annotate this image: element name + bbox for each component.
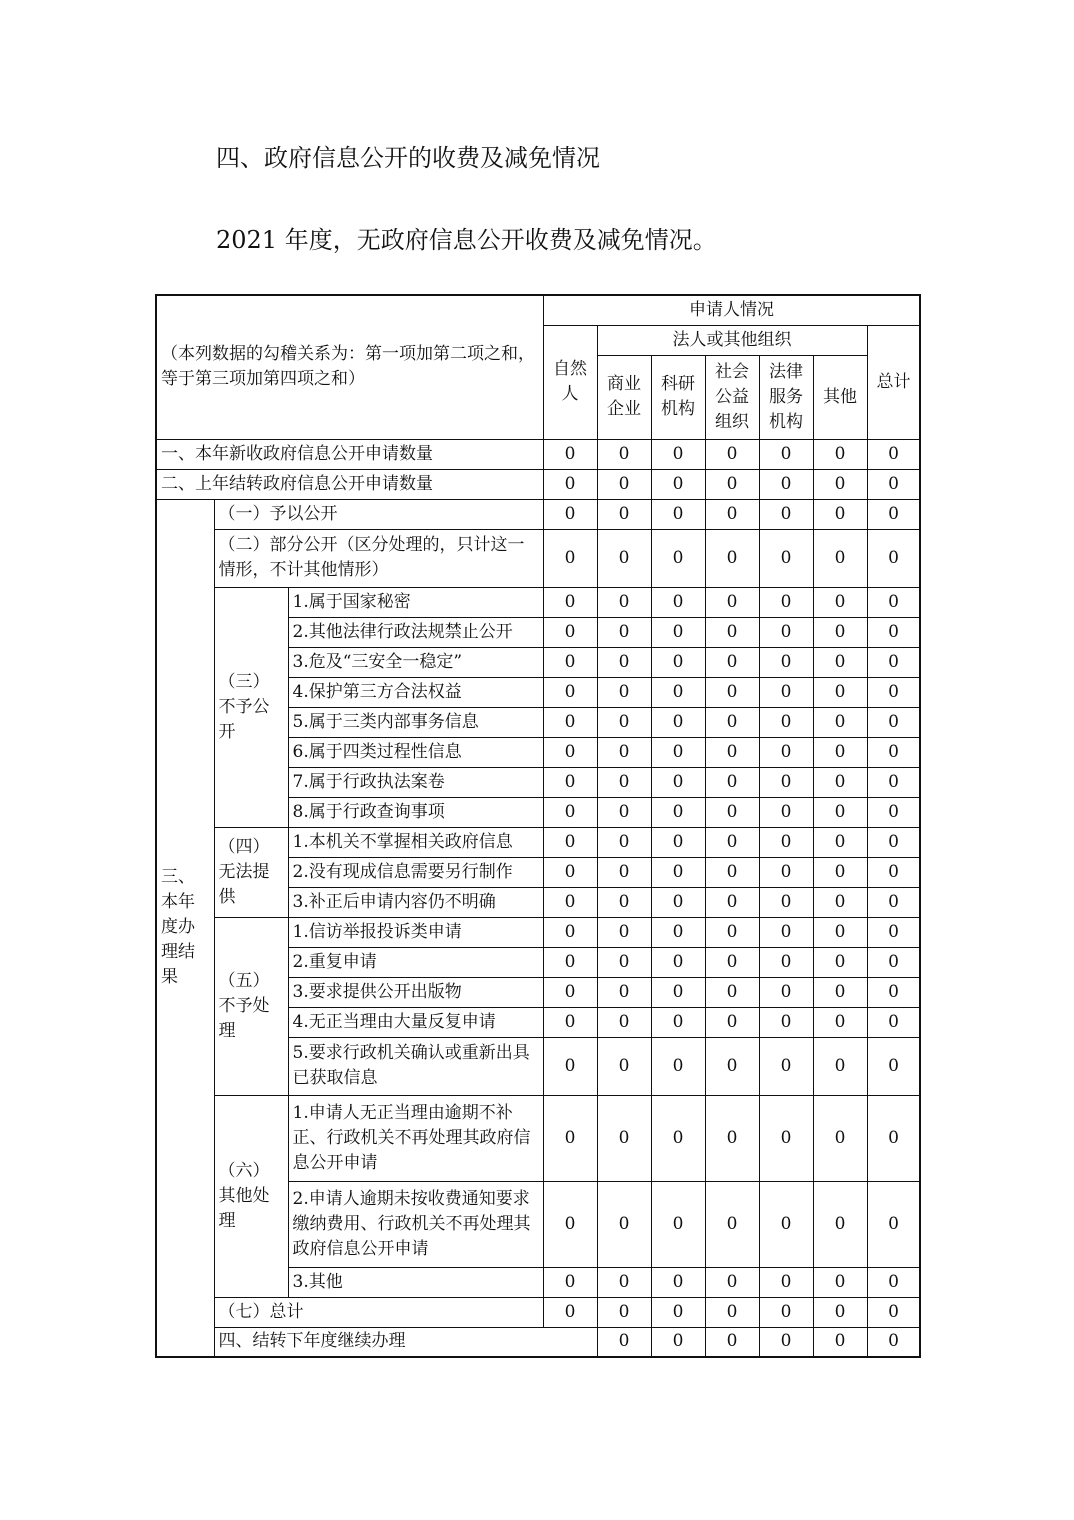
value-cell: 0 <box>813 1095 867 1181</box>
value-cell: 0 <box>597 737 651 767</box>
value-cell: 0 <box>705 677 759 707</box>
value-cell: 0 <box>597 707 651 737</box>
table-row <box>156 1327 920 1357</box>
value-cell: 0 <box>597 617 651 647</box>
value-cell: 0 <box>867 1297 920 1327</box>
value-cell: 0 <box>543 827 597 857</box>
value-cell: 0 <box>543 439 597 469</box>
value-cell: 0 <box>705 439 759 469</box>
col-legal-service: 法律服务机构 <box>759 355 813 439</box>
row-label-item: 4.无正当理由大量反复申请 <box>288 1007 543 1037</box>
value-cell: 0 <box>543 917 597 947</box>
value-cell: 0 <box>867 1095 920 1181</box>
value-cell: 0 <box>705 767 759 797</box>
value-cell: 0 <box>543 587 597 617</box>
value-cell: 0 <box>705 1095 759 1181</box>
value-cell: 0 <box>543 1095 597 1181</box>
col-research: 科研机构 <box>651 355 705 439</box>
row-label-new-applications: 一、本年新收政府信息公开申请数量 <box>156 439 543 469</box>
value-cell: 0 <box>813 887 867 917</box>
value-cell: 0 <box>813 947 867 977</box>
value-cell: 0 <box>759 707 813 737</box>
application-statistics-table <box>155 294 921 1358</box>
row-label-partial-disclosure: （二）部分公开（区分处理的，只计这一情形，不计其他情形） <box>214 529 543 587</box>
value-cell: 0 <box>597 917 651 947</box>
value-cell: 0 <box>759 439 813 469</box>
value-cell: 0 <box>813 737 867 767</box>
section-label-results: 三、本年度办理结果 <box>156 499 214 1357</box>
value-cell: 0 <box>813 1267 867 1297</box>
value-cell: 0 <box>651 827 705 857</box>
value-cell: 0 <box>651 1297 705 1327</box>
value-cell: 0 <box>597 977 651 1007</box>
value-cell: 0 <box>813 499 867 529</box>
value-cell: 0 <box>597 827 651 857</box>
row-label-item: 3.其他 <box>288 1267 543 1297</box>
value-cell: 0 <box>759 1181 813 1267</box>
row-label-item: 4.保护第三方合法权益 <box>288 677 543 707</box>
value-cell: 0 <box>705 917 759 947</box>
table-row <box>156 587 920 617</box>
value-cell: 0 <box>705 469 759 499</box>
row-label-item: 1.申请人无正当理由逾期不补正、行政机关不再处理其政府信息公开申请 <box>288 1095 543 1181</box>
value-cell: 0 <box>597 797 651 827</box>
value-cell: 0 <box>705 857 759 887</box>
value-cell: 0 <box>813 767 867 797</box>
value-cell: 0 <box>759 1095 813 1181</box>
value-cell: 0 <box>597 499 651 529</box>
value-cell: 0 <box>759 887 813 917</box>
value-cell: 0 <box>759 1267 813 1297</box>
value-cell: 0 <box>867 797 920 827</box>
value-cell: 0 <box>543 887 597 917</box>
value-cell: 0 <box>813 977 867 1007</box>
value-cell: 0 <box>759 767 813 797</box>
value-cell: 0 <box>813 1327 867 1357</box>
value-cell: 0 <box>867 827 920 857</box>
value-cell: 0 <box>867 647 920 677</box>
value-cell: 0 <box>759 1327 813 1357</box>
value-cell: 0 <box>759 797 813 827</box>
value-cell: 0 <box>705 529 759 587</box>
value-cell: 0 <box>813 917 867 947</box>
value-cell: 0 <box>597 529 651 587</box>
value-cell: 0 <box>543 737 597 767</box>
value-cell: 0 <box>867 917 920 947</box>
value-cell: 0 <box>651 1327 705 1357</box>
value-cell: 0 <box>597 947 651 977</box>
value-cell: 0 <box>543 647 597 677</box>
value-cell: 0 <box>705 499 759 529</box>
row-label-item: 1.信访举报投诉类申请 <box>288 917 543 947</box>
row-label-item: 5.属于三类内部事务信息 <box>288 707 543 737</box>
row-label-subtotal: （七）总计 <box>214 1297 543 1327</box>
value-cell: 0 <box>651 587 705 617</box>
row-label-item: 6.属于四类过程性信息 <box>288 737 543 767</box>
row-label-item: 2.重复申请 <box>288 947 543 977</box>
value-cell: 0 <box>597 587 651 617</box>
table-row <box>156 439 920 469</box>
table-row <box>156 1095 920 1181</box>
col-natural-person: 自然人 <box>543 325 597 439</box>
value-cell: 0 <box>759 587 813 617</box>
value-cell: 0 <box>597 1297 651 1327</box>
value-cell: 0 <box>543 707 597 737</box>
value-cell: 0 <box>705 737 759 767</box>
value-cell: 0 <box>813 797 867 827</box>
row-label-item: 2.其他法律行政法规禁止公开 <box>288 617 543 647</box>
value-cell: 0 <box>867 469 920 499</box>
value-cell: 0 <box>651 1095 705 1181</box>
row-label-item: 2.申请人逾期未按收费通知要求缴纳费用、行政机关不再处理其政府信息公开申请 <box>288 1181 543 1267</box>
value-cell: 0 <box>813 707 867 737</box>
fee-statement: 2021 年度，无政府信息公开收费及减免情况。 <box>216 226 717 254</box>
value-cell: 0 <box>867 767 920 797</box>
value-cell: 0 <box>651 677 705 707</box>
value-cell: 0 <box>597 1037 651 1095</box>
value-cell: 0 <box>651 917 705 947</box>
row-label-item: 5.要求行政机关确认或重新出具已获取信息 <box>288 1037 543 1095</box>
value-cell: 0 <box>543 767 597 797</box>
value-cell: 0 <box>867 617 920 647</box>
table-row <box>156 1297 920 1327</box>
value-cell: 0 <box>543 677 597 707</box>
value-cell: 0 <box>813 1007 867 1037</box>
value-cell: 0 <box>597 1095 651 1181</box>
row-label-disclosed: （一）予以公开 <box>214 499 543 529</box>
value-cell: 0 <box>813 469 867 499</box>
value-cell: 0 <box>867 737 920 767</box>
value-cell: 0 <box>867 499 920 529</box>
value-cell: 0 <box>651 1181 705 1267</box>
value-cell: 0 <box>543 1007 597 1037</box>
value-cell: 0 <box>867 977 920 1007</box>
value-cell: 0 <box>759 499 813 529</box>
value-cell: 0 <box>597 647 651 677</box>
applicant-header: 申请人情况 <box>543 295 920 325</box>
row-label-item: 1.本机关不掌握相关政府信息 <box>288 827 543 857</box>
value-cell: 0 <box>705 587 759 617</box>
value-cell: 0 <box>705 977 759 1007</box>
value-cell: 0 <box>759 917 813 947</box>
value-cell: 0 <box>759 617 813 647</box>
value-cell: 0 <box>813 677 867 707</box>
value-cell: 0 <box>759 529 813 587</box>
value-cell: 0 <box>705 617 759 647</box>
value-cell: 0 <box>705 1297 759 1327</box>
value-cell: 0 <box>543 529 597 587</box>
value-cell: 0 <box>651 1267 705 1297</box>
value-cell: 0 <box>651 647 705 677</box>
value-cell: 0 <box>813 857 867 887</box>
value-cell: 0 <box>543 857 597 887</box>
group-label-unable-to-provide: （四）无法提供 <box>214 827 288 917</box>
value-cell: 0 <box>651 439 705 469</box>
value-cell: 0 <box>597 1267 651 1297</box>
col-total: 总计 <box>867 325 920 439</box>
value-cell: 0 <box>813 587 867 617</box>
value-cell: 0 <box>543 977 597 1007</box>
value-cell: 0 <box>651 499 705 529</box>
value-cell: 0 <box>867 707 920 737</box>
table-row <box>156 827 920 857</box>
value-cell: 0 <box>651 529 705 587</box>
value-cell: 0 <box>705 707 759 737</box>
value-cell: 0 <box>813 1037 867 1095</box>
value-cell: 0 <box>543 1181 597 1267</box>
row-label-item: 3.要求提供公开出版物 <box>288 977 543 1007</box>
value-cell: 0 <box>597 469 651 499</box>
value-cell: 0 <box>651 707 705 737</box>
value-cell: 0 <box>759 1007 813 1037</box>
value-cell: 0 <box>867 1267 920 1297</box>
value-cell: 0 <box>867 1007 920 1037</box>
value-cell: 0 <box>759 947 813 977</box>
value-cell: 0 <box>759 1297 813 1327</box>
value-cell: 0 <box>705 647 759 677</box>
value-cell: 0 <box>597 439 651 469</box>
value-cell: 0 <box>543 797 597 827</box>
value-cell: 0 <box>651 977 705 1007</box>
value-cell: 0 <box>867 587 920 617</box>
value-cell: 0 <box>705 887 759 917</box>
value-cell: 0 <box>651 617 705 647</box>
value-cell: 0 <box>813 529 867 587</box>
col-public-welfare: 社会公益组织 <box>705 355 759 439</box>
table-row <box>156 529 920 587</box>
value-cell: 0 <box>867 677 920 707</box>
value-cell: 0 <box>867 857 920 887</box>
value-cell: 0 <box>813 647 867 677</box>
value-cell: 0 <box>813 439 867 469</box>
value-cell: 0 <box>705 947 759 977</box>
value-cell: 0 <box>867 1037 920 1095</box>
value-cell: 0 <box>543 1297 597 1327</box>
value-cell: 0 <box>867 1181 920 1267</box>
value-cell: 0 <box>759 857 813 887</box>
row-label-item: 1.属于国家秘密 <box>288 587 543 617</box>
value-cell: 0 <box>597 677 651 707</box>
value-cell: 0 <box>705 1037 759 1095</box>
table-row <box>156 469 920 499</box>
col-business: 商业企业 <box>597 355 651 439</box>
value-cell: 0 <box>651 797 705 827</box>
value-cell: 0 <box>651 737 705 767</box>
section-heading: 四、政府信息公开的收费及减免情况 <box>216 144 600 172</box>
value-cell: 0 <box>813 1297 867 1327</box>
value-cell: 0 <box>651 1007 705 1037</box>
value-cell: 0 <box>759 647 813 677</box>
row-label-item: 7.属于行政执法案卷 <box>288 767 543 797</box>
value-cell: 0 <box>759 737 813 767</box>
value-cell: 0 <box>705 827 759 857</box>
value-cell: 0 <box>705 1267 759 1297</box>
value-cell: 0 <box>867 887 920 917</box>
value-cell: 0 <box>543 1037 597 1095</box>
value-cell: 0 <box>867 947 920 977</box>
value-cell: 0 <box>651 469 705 499</box>
value-cell: 0 <box>813 617 867 647</box>
value-cell: 0 <box>543 947 597 977</box>
legal-group-header: 法人或其他组织 <box>597 325 867 355</box>
value-cell: 0 <box>543 499 597 529</box>
value-cell: 0 <box>597 1327 651 1357</box>
value-cell: 0 <box>543 617 597 647</box>
value-cell: 0 <box>597 857 651 887</box>
value-cell: 0 <box>867 439 920 469</box>
col-other: 其他 <box>813 355 867 439</box>
value-cell: 0 <box>597 887 651 917</box>
value-cell: 0 <box>705 1007 759 1037</box>
value-cell: 0 <box>867 529 920 587</box>
row-label-item: 2.没有现成信息需要另行制作 <box>288 857 543 887</box>
value-cell: 0 <box>543 1267 597 1297</box>
value-cell: 0 <box>867 1327 920 1357</box>
value-cell: 0 <box>651 767 705 797</box>
value-cell: 0 <box>759 469 813 499</box>
value-cell: 0 <box>759 827 813 857</box>
row-label-item: 3.补正后申请内容仍不明确 <box>288 887 543 917</box>
value-cell: 0 <box>651 857 705 887</box>
value-cell: 0 <box>651 1037 705 1095</box>
value-cell: 0 <box>651 887 705 917</box>
value-cell: 0 <box>813 827 867 857</box>
value-cell: 0 <box>705 797 759 827</box>
group-label-other-handling: （六）其他处理 <box>214 1095 288 1297</box>
value-cell: 0 <box>597 1181 651 1267</box>
group-label-not-disclosed: （三）不予公开 <box>214 587 288 827</box>
value-cell: 0 <box>597 1007 651 1037</box>
value-cell: 0 <box>705 1327 759 1357</box>
table-row <box>156 917 920 947</box>
group-label-not-processed: （五）不予处理 <box>214 917 288 1095</box>
row-label-item: 3.危及“三安全一稳定” <box>288 647 543 677</box>
value-cell: 0 <box>705 1181 759 1267</box>
value-cell: 0 <box>597 767 651 797</box>
row-label-carry-forward: 四、结转下年度继续办理 <box>214 1327 597 1357</box>
row-label-carried-over: 二、上年结转政府信息公开申请数量 <box>156 469 543 499</box>
value-cell: 0 <box>759 677 813 707</box>
row-label-item: 8.属于行政查询事项 <box>288 797 543 827</box>
value-cell: 0 <box>543 469 597 499</box>
table-row <box>156 499 920 529</box>
value-cell: 0 <box>813 1181 867 1267</box>
value-cell: 0 <box>759 977 813 1007</box>
corner-note: （本列数据的勾稽关系为：第一项加第二项之和，等于第三项加第四项之和） <box>156 295 543 439</box>
value-cell: 0 <box>759 1037 813 1095</box>
value-cell: 0 <box>651 947 705 977</box>
